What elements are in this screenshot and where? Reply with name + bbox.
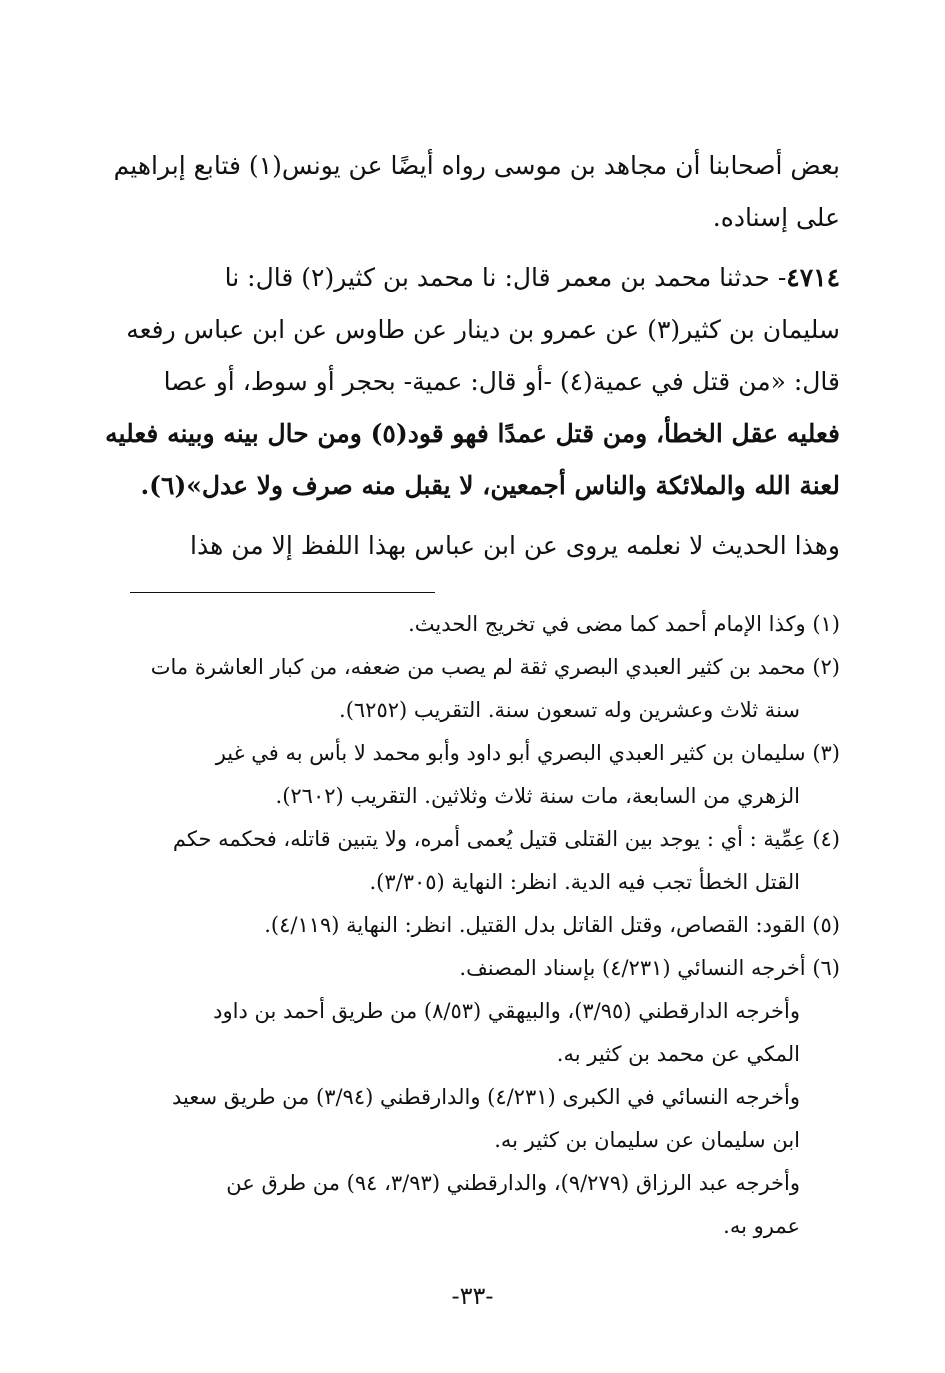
hadith-line-1-text: - حدثنا محمد بن معمر قال: نا محمد بن كثير(٢) قال: نا xyxy=(224,263,787,292)
footnote-6-cont-1: وأخرجه الدارقطني (٣/٩٥)، والبيهقي (٨/٥٣) من طريق أحمد بن داود xyxy=(213,999,800,1023)
hadith-line-3: قال: «من قتل في عمية(٤) -أو قال: عمية- بحجر أو سوط، أو عصا xyxy=(163,367,840,396)
footnote-1: (١) وكذا الإمام أحمد كما مضى في تخريج الحديث. xyxy=(408,612,840,636)
footnote-5: (٥) القود: القصاص، وقتل القاتل بدل القتيل. انظر: النهاية (٤/١١٩). xyxy=(264,913,840,937)
footnote-3: (٣) سليمان بن كثير العبدي البصري أبو داود وأبو محمد لا بأس به في غير xyxy=(215,741,840,765)
hadith-line-1 xyxy=(130,252,840,304)
footnote-4: (٤) عِمِّية : أي : يوجد بين القتلى قتيل يُعمى أمره، ولا يتبين قاتله، فحكمه حكم xyxy=(172,827,840,851)
footnote-6: (٦) أخرجه النسائي (٤/٢٣١) بإسناد المصنف. xyxy=(459,956,840,980)
footnote-6-cont-5: وأخرجه عبد الرزاق (٩/٢٧٩)، والدارقطني (٣/٩٣، ٩٤) من طرق عن xyxy=(226,1171,800,1195)
intro-line-2: على إسناده. xyxy=(712,203,840,232)
hadith-line-2: سليمان بن كثير(٣) عن عمرو بن دينار عن طاوس عن ابن عباس رفعه xyxy=(126,315,840,344)
intro-line-1: بعض أصحابنا أن مجاهد بن موسى رواه أيضًا عن يونس(١) فتابع إبراهيم xyxy=(113,151,840,180)
footnote-4-cont: القتل الخطأ تجب فيه الدية. انظر: النهاية (٣/٣٠٥). xyxy=(369,870,800,894)
hadith-line-4: فعليه عقل الخطأ، ومن قتل عمدًا فهو قود(٥) ومن حال بينه وبينه فعليه xyxy=(105,419,840,448)
footnote-6-cont-6: عمرو به. xyxy=(723,1214,800,1238)
footnote-separator xyxy=(130,592,435,593)
footnote-6-cont-3: وأخرجه النسائي في الكبرى (٤/٢٣١) والدارقطني (٣/٩٤) من طريق سعيد xyxy=(171,1085,800,1109)
footnote-3-cont: الزهري من السابعة، مات سنة ثلاث وثلاثين. التقريب (٢٦٠٢). xyxy=(275,784,800,808)
hadith-number: ٤٧١٤ xyxy=(786,263,840,292)
footnote-6-cont-2: المكي عن محمد بن كثير به. xyxy=(556,1042,800,1066)
footnote-2-cont: سنة ثلاث وعشرين وله تسعون سنة. التقريب (٦٢٥٢). xyxy=(339,698,800,722)
closing-line: وهذا الحديث لا نعلمه يروى عن ابن عباس بهذا اللفظ إلا من هذا xyxy=(190,531,840,560)
footnote-6-cont-4: ابن سليمان عن سليمان بن كثير به. xyxy=(494,1128,800,1152)
footnote-2: (٢) محمد بن كثير العبدي البصري ثقة لم يصب من ضعفه، من كبار العاشرة مات xyxy=(150,655,840,679)
hadith-line-5: لعنة الله والملائكة والناس أجمعين، لا يقبل منه صرف ولا عدل»(٦). xyxy=(140,471,840,500)
page-number: -٣٣- xyxy=(451,1282,494,1310)
page-body xyxy=(105,140,840,1248)
